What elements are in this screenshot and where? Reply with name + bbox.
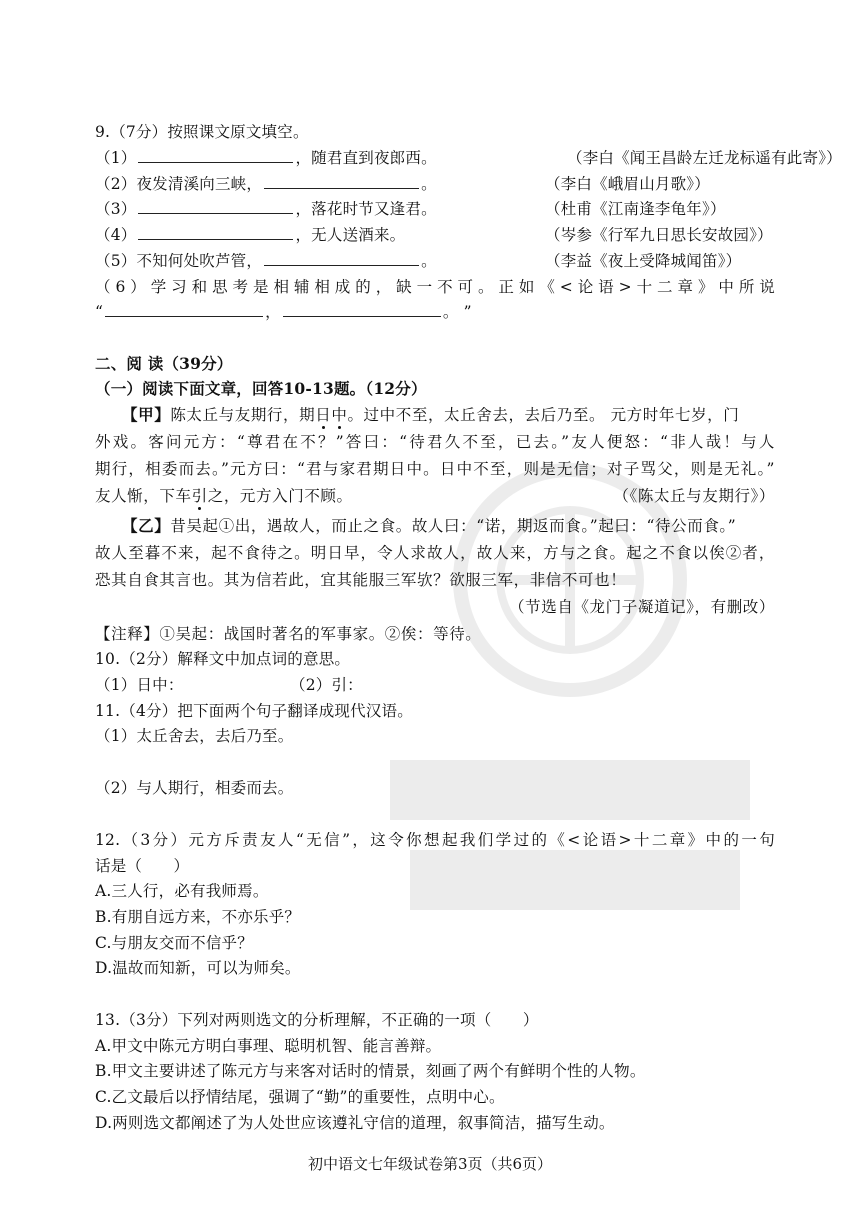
q9-item-6: （6）学习和思考是相辅相成的，缺一不可。正如《<论语>十二章》中所说: [95, 278, 775, 296]
q11-title: 11.（4分）把下面两个句子翻译成现代汉语。: [95, 702, 413, 720]
q12-option-b[interactable]: B.有朋自远方来，不亦乐乎？: [95, 908, 301, 926]
item-number: （1）: [95, 149, 137, 167]
q12-option-a[interactable]: A.三人行，必有我师焉。: [95, 882, 269, 900]
q12-line-1: 12.（3分）元方斥责友人“无信”，这令你想起我们学过的《<论语>十二章》中的一句: [95, 831, 775, 849]
passage-source: （《陈太丘与友期行》）: [613, 487, 775, 505]
q11-part-1: （1）太丘舍去，去后乃至。: [95, 727, 294, 745]
passage-yi-line-2: 故人至暮不来，起不食待之。明日早，令人求故人，故人来，方与之食。起之不食以俟②者，: [95, 544, 775, 562]
answer-blank[interactable]: [138, 224, 293, 240]
passage-yi-line-3: 恐其自食其言也。其为信若此，宜其能服三军欤？欲服三军，非信不可也！: [95, 571, 627, 589]
passage-jia-line-2: 外戏。客问元方：“尊君在不？”答曰：“待君久不至，已去。”友人便怒：“非人哉！与人: [95, 433, 775, 451]
q13-title: 13.（3分）下列对两则选文的分析理解，不正确的一项（ ）: [95, 1011, 539, 1029]
poem-line: ，随君直到夜郎西。: [295, 149, 437, 167]
q13-option-c[interactable]: C.乙文最后以抒情结尾，强调了“勤”的重要性，点明中心。: [95, 1088, 505, 1106]
poem-line: ，无人送酒来。: [295, 226, 406, 244]
passage-jia-line-3: 期行，相委而去。”元方曰：“君与家君期日中。日中不至，则是无信；对子骂父，则是无礼。”: [95, 460, 775, 478]
q9-item-2: （2）夜发清溪向三峡， 。 （李白《峨眉山月歌》）: [95, 175, 710, 193]
poem-line: 夜发清溪向三峡，: [136, 175, 263, 193]
answer-blank[interactable]: [138, 198, 293, 214]
poem-source: （杜甫《江南逢李龟年》）: [545, 200, 726, 218]
item-number: （4）: [95, 226, 137, 244]
answer-blank[interactable]: [105, 301, 263, 317]
item-number: （5）: [95, 252, 137, 270]
passage-tag: 【甲】: [122, 405, 171, 424]
passage-tag: 【乙】: [122, 516, 171, 535]
answer-blank[interactable]: [264, 173, 419, 189]
q12-option-c[interactable]: C.与朋友交而不信乎？: [95, 934, 253, 952]
passage-yi-line-1: 【乙】昔吴起①出，遇故人，而止之食。故人曰：“诺，期返而食。”起曰：“待公而食。”: [122, 516, 737, 535]
q9-title: 9.（7分）按照课文原文填空。: [95, 123, 309, 141]
q12-line-2: 话是（ ）: [95, 857, 190, 875]
poem-source: （岑参《行军九日思长安故园》）: [545, 226, 773, 244]
answer-blank[interactable]: [264, 250, 419, 266]
q13-option-d[interactable]: D.两则选文都阐述了为人处世应该遵礼守信的道理，叙事简洁，描写生动。: [95, 1114, 615, 1132]
q13-option-b[interactable]: B.甲文主要讲述了陈元方与来客对话时的情景，刻画了两个有鲜明个性的人物。: [95, 1062, 646, 1080]
poem-line: 不知何处吹芦管，: [136, 252, 263, 270]
section-title: 二、阅 读（39分）: [95, 354, 233, 373]
answer-blank[interactable]: [283, 301, 441, 317]
dotted-word: 引: [191, 487, 208, 505]
poem-source: （李益《夜上受降城闻笛》）: [545, 252, 742, 270]
q9-item-1: [95, 147, 842, 169]
answer-blank[interactable]: [138, 147, 293, 163]
passage-source: （节选自《龙门子凝道记》，有删改）: [509, 598, 775, 616]
annotation-notes: 【注释】①吴起：战国时著名的军事家。②俟：等待。: [95, 625, 482, 643]
q9-item-5: （5）不知何处吹芦管， 。 （李益《夜上受降城闻笛》）: [95, 252, 742, 270]
passage-jia-line-4: 友人惭，下车引之，元方入门不顾。 （《陈太丘与友期行》）: [95, 487, 775, 505]
subsection-title: （一）阅读下面文章，回答10-13题。（12分）: [95, 379, 427, 398]
passage-jia-line-1: 【甲】陈太丘与友期行，期日中。过中不至，太丘舍去，去后乃至。 元方时年七岁，门: [122, 405, 740, 424]
q9-item-6-blanks: “ ， 。 ”: [95, 303, 472, 321]
q10-title: 10.（2分）解释文中加点词的意思。: [95, 650, 351, 668]
poem-source: （李白《峨眉山月歌》）: [545, 175, 710, 193]
item-number: （2）: [95, 175, 137, 193]
poem-source: （李白《闻王昌龄左迁龙标遥有此寄》）: [567, 149, 842, 167]
q10-part-2: （2）引：: [290, 676, 363, 694]
page-footer: 初中语文七年级试卷第3页（共6页）: [307, 1155, 553, 1173]
item-number: （3）: [95, 200, 137, 218]
dotted-word: 日: [315, 406, 332, 424]
poem-line: ，落花时节又逢君。: [295, 200, 437, 218]
q13-option-a[interactable]: A.甲文中陈元方明白事理、聪明机智、能言善辩。: [95, 1037, 442, 1055]
q9-item-3: [95, 198, 775, 220]
dotted-word: 中: [331, 406, 348, 424]
q10-answers: [95, 674, 775, 696]
q12-option-d[interactable]: D.温故而知新，可以为师矣。: [95, 959, 301, 977]
q11-part-2: （2）与人期行，相委而去。: [95, 779, 294, 797]
q9-item-4: [95, 224, 775, 246]
q10-part-1: （1）日中：: [95, 676, 184, 694]
